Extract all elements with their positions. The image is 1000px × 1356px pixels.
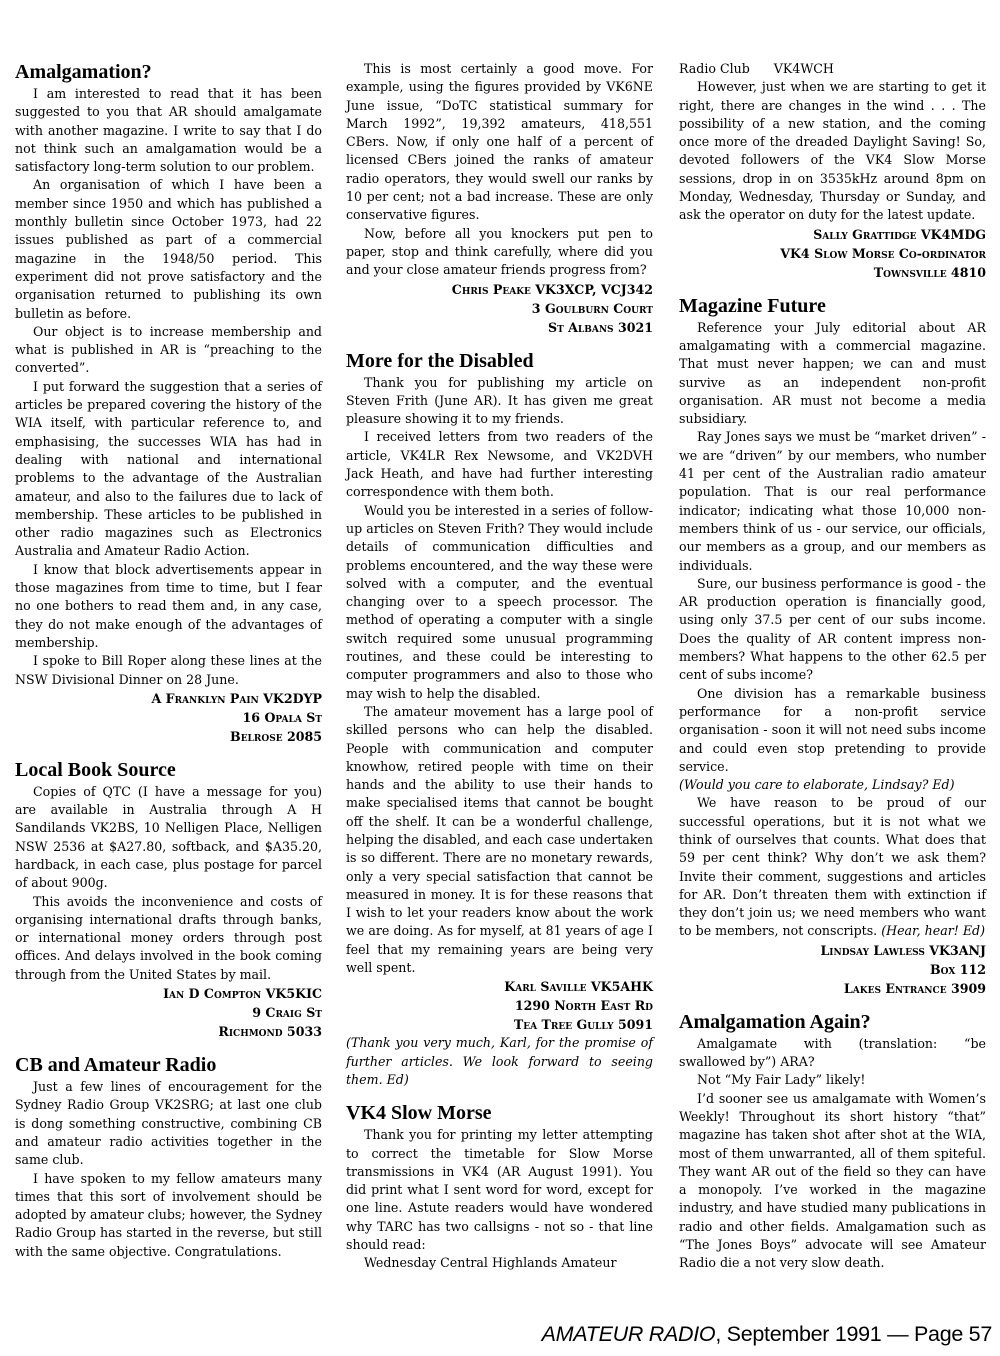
issue-and-page: , September 1991 — Page 57 [715,1322,992,1346]
paragraph: I have spoken to my fellow amateurs many times that this sort of involvement should be adopted by amateur clubs; however, the Sydney Radio Group has started in the reverse, but still with the same objective. Congratulations. [15,1170,322,1259]
paragraph: This avoids the inconvenience and costs of organising international drafts through banks, or international money orders through post offices. And delays involved in the book coming through from the United States by mail. [15,893,322,982]
letter-amalgamation-again [679,1010,986,1273]
letter-title: Magazine Future [679,294,826,317]
letter-title: Amalgamation Again? [679,1010,871,1033]
letter-vk4-slow-morse [346,1101,653,1272]
paragraph: Wednesday Central Highlands Amateur [364,1255,617,1271]
paragraph [679,794,986,940]
paragraph: This is most certainly a good move. For example, using the figures provided by VK6NE June issue, “DoTC statistical summary for March 1992”, 19,392 amateurs, 418,551 CBers. Now, if only one half of a percent of licensed CBers joined the ranks of amateur radio operators, they would swell our ranks by 10 per cent; not a bad increase. These are only conservative figures. [346,61,653,223]
signature-name: Ian D Compton VK5KIC [163,986,322,1002]
paragraph: Not “My Fair Lady” likely! [697,1072,866,1088]
editor-note: (Thank you very much, Karl, for the promise of further articles. We look forward to seeing them. Ed) [346,1035,653,1087]
signature [679,941,986,998]
paragraph: I spoke to Bill Roper along these lines at the NSW Divisional Dinner on 28 June. [15,653,322,687]
paragraph: Just a few lines of encouragement for the Sydney Radio Group VK2SRG; at last one club is dong something constructive, combining CB and amateur radio activities together in the same club. [15,1079,322,1168]
letter-title: Local Book Source [15,758,176,781]
paragraph: Would you be interested in a series of follow-up articles on Steven Frith? They would include details of communication difficulties and problems encountered, and the way these were solved with a computer, and the eventual changing over to a speech processor. The method of operating a computer with a single switch required some unusual programming routines, and these could be interesting to computer programmers and also to those who may wish to help the disabled. [346,502,653,701]
letter-title: More for the Disabled [346,349,534,372]
paragraph: Thank you for printing my letter attempting to correct the timetable for Slow Morse transmissions in VK4 (AR August 1991). You did print what I sent word for word, except for one line. Astute readers would have wondered why TARC has two callsigns - not so - that line should read: [346,1127,653,1253]
signature-name: Sally Grattidge VK4MDG [813,226,986,242]
column-2 [346,60,653,1273]
letter-title: VK4 Slow Morse [346,1102,492,1125]
signature-address: 9 Craig St [252,1005,322,1021]
editor-note: (Would you care to elaborate, Lindsay? Ed) [679,777,955,793]
signature-town: St Albans 3021 [547,319,653,335]
signature-town: Richmond 5033 [218,1024,322,1040]
signature-name: A Franklyn Pain VK2DYP [151,690,322,706]
signature-title: VK4 Slow Morse Co-ordinator [780,245,986,261]
signature [346,977,653,1034]
editor-note: (Hear, hear! Ed) [881,923,986,939]
paragraph: One division has a remarkable business performance for a non-profit service organisation - soon it will not need subs income and could even stop pretending to provide service. [679,685,986,774]
paragraph: Amalgamate with (translation: “be swallowed by”) ARA? [679,1035,986,1070]
column-1 [15,60,322,1261]
paragraph: Now, before all you knockers put pen to paper, stop and think carefully, where did you and your close amateur friends progress from? [346,225,653,278]
column-3 [679,60,986,1273]
paragraph: I’d sooner see us amalgamate with Women’s Weekly! Throughout its short history “that” magazine has taken shot after shot at the WIA, most of them unwarranted, all of them spiteful. They want AR out of the field so they can have a monopoly. I’ve worked in the magazine industry, and have studied many publications in radio and other fields. Amalgamation such as “The Jones Boys” advocate will see Amateur Radio die a not very slow death. [679,1090,986,1271]
paragraph: Ray Jones says we must be “market driven” - we are “driven” by our members, who number 41 per cent of the Australian radio amateur population. That is our real performance indicator; indicating what those 10,000 non-members think of us - our service, our officials, our members as a group, and our members as individuals. [679,429,986,573]
paragraph: Radio Club VK4WCH [679,61,834,76]
letter-cb-continued [346,60,653,337]
paragraph: Thank you for publishing my article on Steven Frith (June AR). It has given me great pleasure showing it to my friends. [346,374,653,427]
letter-title: Amalgamation? [15,61,152,83]
paragraph: I am interested to read that it has been suggested to you that AR should amalgamate with another magazine. I write to say that I do not think such an amalgamation would be a satisfactory long-term solution to our problem. [15,86,322,175]
paragraph-text: We have reason to be proud of our successful operations, but it is not what we think of ourselves that counts. What does that 59 per cent think? Why don’t we ask them? Invite their comment, suggestions and articles for AR. Don’t threaten them with extinction if they don’t join us; we need members who want to be members, not conscripts. [679,795,986,939]
paragraph: However, just when we are starting to get it right, there are changes in the wind . . . The possibility of a new station, and the coming once more of the dreaded Daylight Saving! So, devoted followers of the VK4 Slow Morse sessions, drop in on 3535kHz around 8pm on Monday, Wednesday, Thursday or Sunday, and ask the operator on duty for the latest update. [679,79,986,223]
paragraph: The amateur movement has a large pool of skilled persons who can help the disabled. People with communication and computer knowhow, retired people with time on their hands and the ability to use their hands to make specialised items that cannot be bought off the shelf. It can be a wonderful challenge, helping the disabled, and each case undertaken is so different. There are no monetary rewards, only a very special satisfaction that cannot be measured in money. It is for these reasons that I wish to let your readers know about the work we are doing. As for myself, at 81 years of age I feel that my remaining years are being very well spent. [346,703,653,976]
signature-address: 3 Goulburn Court [531,300,653,316]
signature-name: Chris Peake VK3XCP, VCJ342 [451,281,653,297]
signature-address: 16 Opala St [242,709,322,725]
paragraph: An organisation of which I have been a member since 1950 and which has published a monthly bulletin since October 1973, had 22 issues published as part of a commercial magazine in the 1948/50 period. This experiment did not prove satisfactory and the organisation returned to publishing its own bulletin as before. [15,177,322,321]
letter-more-for-disabled [346,349,653,1090]
letter-amalgamation [15,60,322,746]
paragraph: Sure, our business performance is good - the AR production operation is financially good, using only 37.5 per cent of our subs income. Does the quality of AR content impress non-members? What happens to the other 62.5 per cent of subs income? [679,575,986,683]
paragraph: Copies of QTC (I have a message for you) are available in Australia through A H Sandilands VK2BS, 10 Nelligen Place, Nelligen NSW 2536 at $A27.80, softback, and $A35.20, hardback, in each case, plus postage for parcel of about 900g. [15,783,322,891]
paragraph: Our object is to increase membership and what is published in AR is “preaching to the converted”. [15,323,322,376]
letter-local-book-source [15,758,322,1041]
magazine-name: AMATEUR RADIO [541,1322,716,1346]
signature [15,984,322,1041]
signature-town: Lakes Entrance 3909 [843,980,986,996]
signature [679,225,986,282]
page-footer [420,1322,992,1347]
signature-name: Karl Saville VK5AHK [504,979,653,995]
paragraph: Reference your July editorial about AR amalgamating with a commercial magazine. That must never happen; we can and must survive as an independent non-profit organisation. AR must not become a media subsidiary. [679,319,986,427]
signature-town: Tea Tree Gully 5091 [513,1017,653,1033]
signature-town: Belrose 2085 [230,728,322,744]
paragraph: I put forward the suggestion that a series of articles be prepared covering the history of the WIA itself, with particular reference to, and emphasising, the successes WIA has had in dealing with national and international problems to the advantage of the Australian amateur, and also to the failures due to lack of membership. These articles to be published in other radio magazines such as Electronics Australia and Amateur Radio Action. [15,378,322,559]
signature-address: 1290 North East Rd [514,998,653,1014]
paragraph: I received letters from two readers of the article, VK4LR Rex Newsome, and VK2DVH Jack Heath, and have had further interesting correspondence with them both. [346,429,653,500]
signature [15,689,322,746]
signature [346,280,653,337]
letter-vk4-slow-morse-continued [679,60,986,282]
signature-address: Box 112 [930,961,986,977]
signature-town: Townsville 4810 [873,264,986,280]
letter-title: CB and Amateur Radio [15,1054,217,1077]
paragraph: I know that block advertisements appear in those magazines from time to time, but I fear no one bothers to read them and, in any case, they do not make enough of the advantages of membership. [15,561,322,650]
signature-name: Lindsay Lawless VK3ANJ [820,942,986,958]
letter-magazine-future [679,294,986,998]
letter-cb-amateur-radio [15,1053,322,1261]
